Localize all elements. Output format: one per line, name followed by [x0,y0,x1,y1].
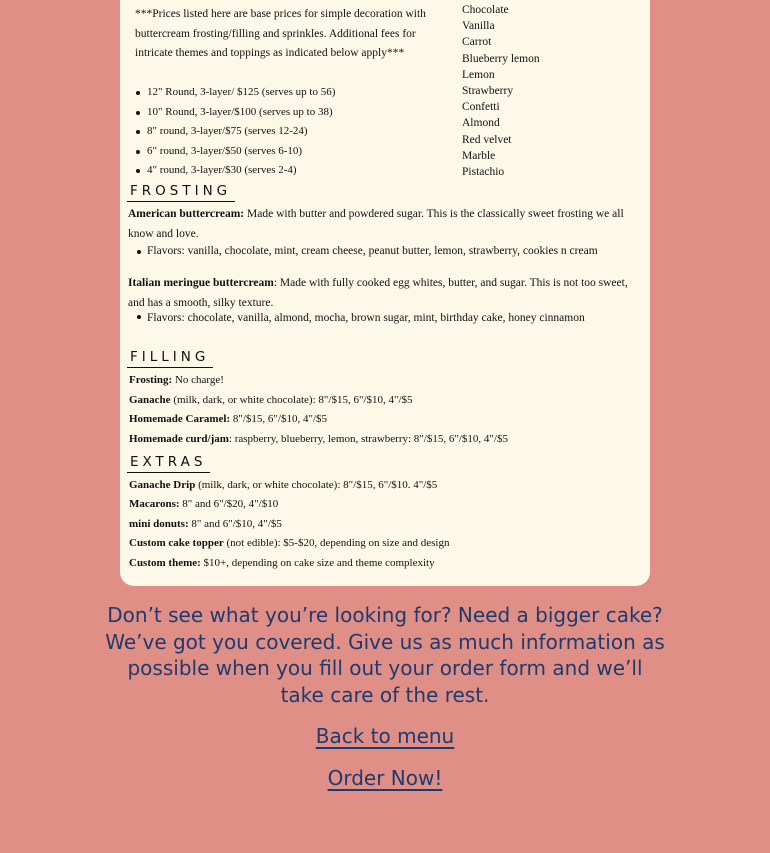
extras-name: Custom cake topper [129,537,224,549]
filling-item [129,430,508,450]
order-now-link[interactable]: Order Now! [327,766,443,790]
size-item: 12" Round, 3-layer/ $125 (serves up to 56) [135,83,455,103]
italian-meringue-text [128,274,638,313]
flavor-item: Blueberry lemon [462,52,540,65]
cake-size-list [135,83,455,181]
filling-item [129,391,413,411]
flavor-item: Confetti [462,101,500,114]
american-buttercream-text [128,205,638,244]
size-item: 8" round, 3-layer/$75 (serves 12-24) [135,122,455,142]
filling-desc: (milk, dark, or white chocolate): 8"/$15, 6"/$10, 4"/$5 [170,393,413,406]
flavor-item: Lemon [462,68,495,81]
cake-flavor-list [462,2,540,180]
extras-desc: (milk, dark, or white chocolate): 8"/$15, 6"/$10. 4"/$5 [195,478,438,491]
italian-flavors: Flavors: chocolate, vanilla, almond, mocha, brown sugar, mint, birthday cake, honey cinnamon [135,309,605,328]
flavor-item: Chocolate [462,4,509,16]
american-flavors: Flavors: vanilla, chocolate, mint, cream cheese, peanut butter, lemon, strawberry, cookies n cream [135,244,635,260]
extras-name: Custom theme: [129,556,201,569]
back-to-menu-container [0,724,770,748]
american-buttercream-name: American buttercream: [128,208,245,220]
filling-name: Homemade Caramel: [129,413,231,425]
size-item: 4" round, 3-layer/$30 (serves 2-4) [135,161,455,181]
flavor-item: Almond [462,117,500,130]
extras-desc: (not edible): $5-$20, depending on size and design [223,537,450,549]
extras-heading: EXTRAS [127,454,210,473]
flavor-item: Carrot [462,36,492,49]
filling-item [129,371,224,391]
extras-desc: $10+, depending on cake size and theme complexity [200,556,435,569]
order-now-container [0,766,770,790]
italian-meringue-name: Italian meringue buttercream [128,277,274,289]
price-sheet-card [120,0,650,586]
filling-item [129,410,327,430]
flavor-item: Pistachio [462,165,505,178]
extras-item [129,476,437,496]
back-to-menu-link[interactable]: Back to menu [315,724,455,748]
filling-name: Ganache [129,393,171,406]
size-item: 10" Round, 3-layer/$100 (serves up to 38) [135,103,455,123]
american-buttercream-desc: Made with butter and powdered sugar. This is the classically sweet frosting we all know and love. [128,208,624,240]
filling-heading: FILLING [127,349,213,368]
extras-name: mini donuts: [129,517,189,530]
filling-desc: No charge! [172,374,224,386]
extras-item [129,495,278,515]
flavor-item: Marble [462,149,496,162]
call-to-action-text: Don’t see what you’re looking for? Need a bigger cake? We’ve got you covered. Give us as much information as possible when you fill out your order form and we’ll take care of the rest. [105,603,665,707]
flavor-item: Red velvet [462,133,512,146]
italian-meringue-desc: : Made with fully cooked egg whites, butter, and sugar. This is not too sweet, and has a smooth, silky texture. [128,277,628,309]
size-item: 6" round, 3-layer/$50 (serves 6-10) [135,142,455,162]
extras-desc: 8" and 6"/$20, 4"/$10 [179,498,279,510]
extras-item [129,534,449,554]
flavor-item: Vanilla [462,20,495,33]
filling-name: Homemade curd/jam [129,432,229,445]
pricing-note: ***Prices listed here are base prices for simple decoration with buttercream frosting/filling and sprinkles. Additional fees for intricate themes and toppings as indicated below apply*** [135,8,426,59]
filling-name: Frosting: [129,374,173,386]
extras-item [129,554,435,574]
filling-desc: : raspberry, blueberry, lemon, strawberry: 8"/$15, 6"/$10, 4"/$5 [228,432,508,445]
extras-name: Ganache Drip [129,478,196,491]
extras-item [129,515,282,535]
extras-desc: 8" and 6"/$10, 4"/$5 [188,517,282,530]
filling-desc: 8"/$15, 6"/$10, 4"/$5 [230,413,327,425]
frosting-heading: FROSTING [127,183,235,202]
extras-name: Macarons: [129,498,180,510]
flavor-item: Strawberry [462,84,514,97]
